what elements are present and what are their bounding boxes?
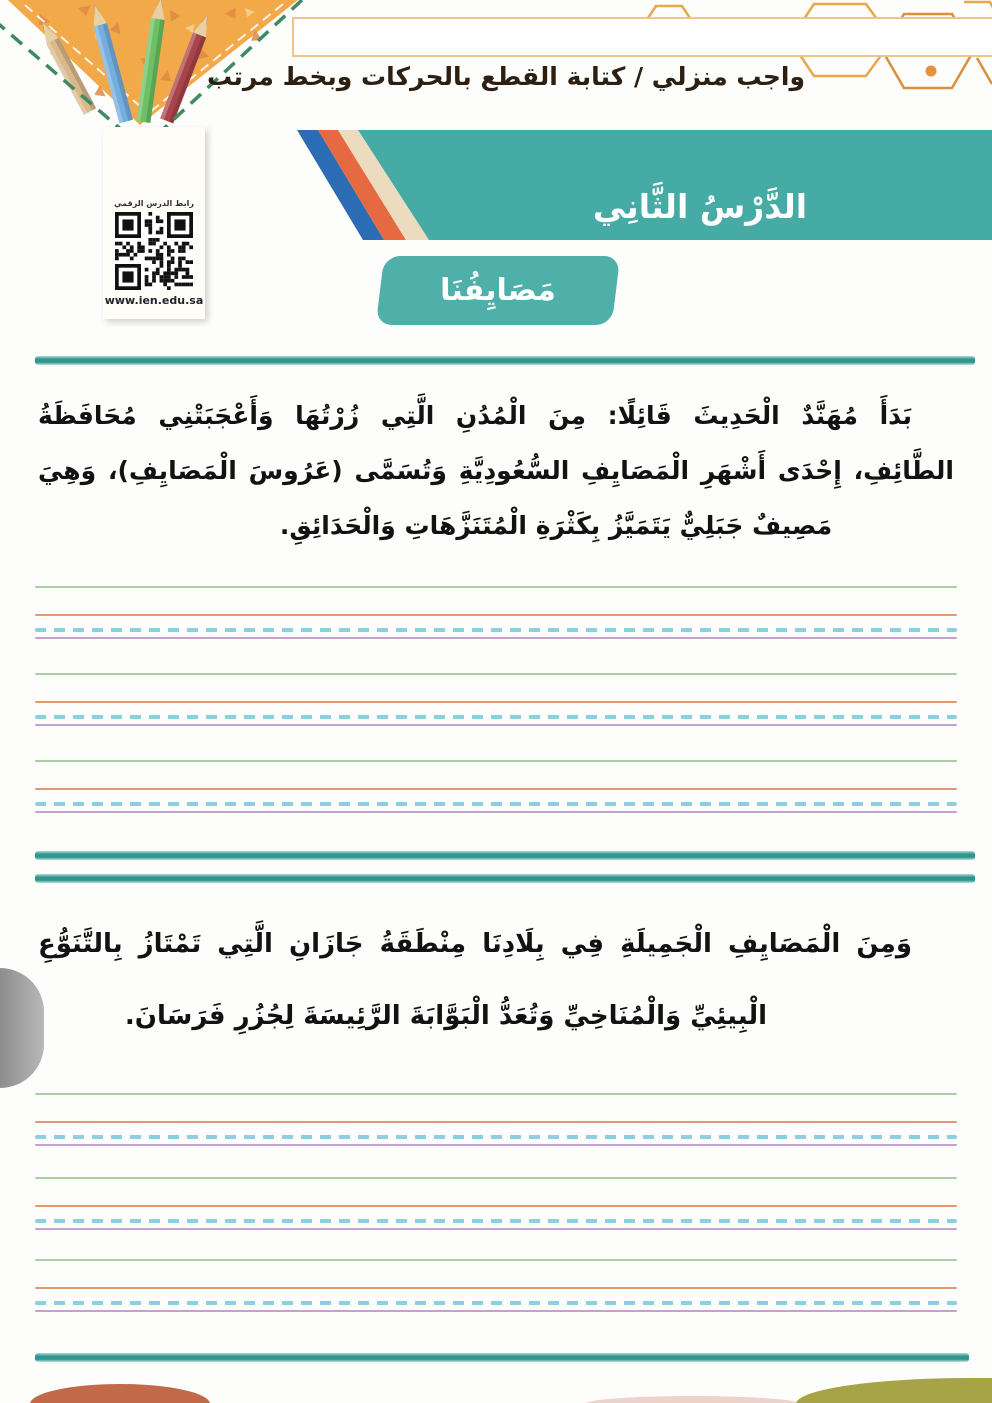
handwriting-lines-group — [35, 760, 957, 816]
guide-line-orange — [35, 1121, 957, 1123]
guide-line-purple — [35, 811, 957, 813]
guide-line-green — [35, 1093, 957, 1095]
guide-line-purple — [35, 1144, 957, 1146]
handwriting-lines-group — [35, 1093, 957, 1149]
section-divider-top — [35, 356, 975, 365]
guide-line-purple — [35, 637, 957, 639]
guide-line-orange — [35, 788, 957, 790]
handwriting-lines-group — [35, 673, 957, 729]
passage-line: وَمِنَ الْمَصَايِفِ الْجَمِيلَةِ فِي بِلَادِنَا مِنْطَقَةُ جَازَانِ الَّتِي تَمْتَازُ بِالتَّنَوُّعِ — [38, 929, 912, 959]
guide-line-dashed-blue — [35, 1219, 957, 1223]
guide-line-dashed-blue — [35, 628, 957, 632]
guide-line-dashed-blue — [35, 1301, 957, 1305]
guide-line-purple — [35, 1228, 957, 1230]
lesson-banner-title: الدَّرْسُ الثَّانِي — [592, 187, 808, 226]
passage-line: مَصِيفٌ جَبَلِيٌّ يَتَمَيَّزُ بِكَثْرَةِ الْمُتَنَزَّهَاتِ وَالْحَدَائِقِ. — [279, 511, 833, 540]
guide-line-orange — [35, 1287, 957, 1289]
footer-hill-terracotta — [30, 1384, 210, 1403]
guide-line-green — [35, 1177, 957, 1179]
guide-line-dashed-blue — [35, 802, 957, 806]
lesson-title-text: مَصَايِفُنَا — [440, 273, 556, 308]
qr-card — [103, 127, 205, 319]
handwriting-lines-group — [35, 1177, 957, 1233]
footer-hill-pink — [585, 1396, 800, 1403]
reading-passage-1 — [38, 388, 954, 553]
guide-line-orange — [35, 614, 957, 616]
lesson-title-box — [376, 256, 620, 325]
footer-hill-olive — [796, 1378, 992, 1403]
section-divider-middle-bottom — [35, 874, 975, 883]
passage-line: الْبِيئِيِّ وَالْمُنَاخِيِّ وَتُعَدُّ الْبَوَّابَةَ الرَّئِيسَةَ لِجُزُرِ فَرَسَانَ. — [124, 1001, 768, 1031]
guide-line-green — [35, 673, 957, 675]
guide-line-dashed-blue — [35, 715, 957, 719]
header-white-band — [292, 17, 992, 57]
guide-line-purple — [35, 1310, 957, 1312]
footer-divider — [35, 1353, 969, 1362]
qr-code-icon — [115, 212, 193, 290]
qr-card-url: www.ien.edu.sa — [104, 294, 204, 307]
handwriting-lines-group — [35, 1259, 957, 1315]
guide-line-dashed-blue — [35, 1135, 957, 1139]
passage-line: الطَّائِفِ، إِحْدَى أَشْهَرِ الْمَصَايِفِ السُّعُودِيَّةِ وَتُسَمَّى (عَرُوسَ الْمَصَايِفِ)، وَهِيَ — [38, 456, 954, 485]
handwriting-lines-group — [35, 586, 957, 642]
qr-card-label: رابط الدرس الرقمي — [114, 199, 194, 208]
guide-line-green — [35, 760, 957, 762]
guide-line-green — [35, 586, 957, 588]
homework-title: واجب منزلي / كتابة القطع بالحركات وبخط مرتب — [207, 62, 805, 91]
section-divider-middle-top — [35, 851, 975, 860]
guide-line-orange — [35, 1205, 957, 1207]
guide-line-orange — [35, 701, 957, 703]
gold-dot-decoration — [926, 66, 937, 77]
passage-line: بَدَأَ مُهَنَّدٌ الْحَدِيثَ قَائِلًا: مِنَ الْمُدُنِ الَّتِي زُرْتُهَا وَأَعْجَبَتْنِي مُحَافَظَةُ — [38, 401, 912, 430]
guide-line-purple — [35, 724, 957, 726]
reading-passage-2 — [38, 908, 954, 1052]
guide-line-green — [35, 1259, 957, 1261]
